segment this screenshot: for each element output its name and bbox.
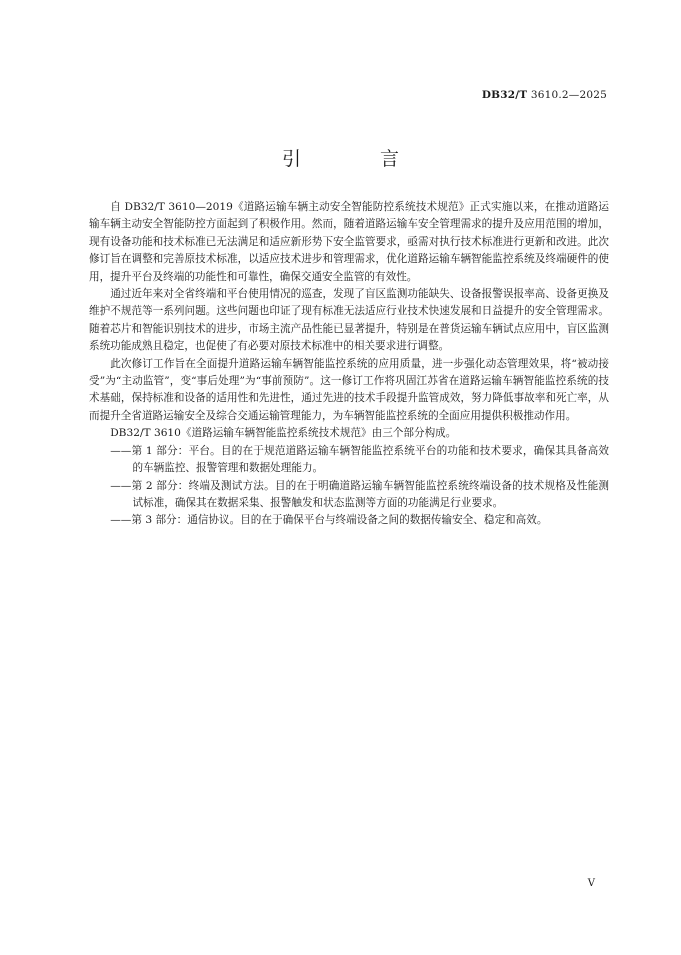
document-body [89, 199, 609, 530]
paragraph: 此次修订工作旨在全面提升道路运输车辆智能监控系统的应用质量，进一步强化动态管理效果，将“被动接受”为“主动监管”，变“事后处理”为“事前预防”。这一修订工作将巩固江苏省在道路运输车辆智能监控系统的技术基础，保持标准和设备的适用性和先进性，通过先进的技术手段提升监管成效，努力降低事故率和死亡率，从而提升全省道路运输安全及综合交通运输管理能力，为车辆智能监控系统的全面应用提供积极推动作用。 [89, 357, 609, 422]
paragraph: 自 DB32/T 3610—2019《道路运输车辆主动安全智能防控系统技术规范》正式实施以来，在推动道路运输车辆主动安全智能防控方面起到了积极作用。然而，随着道路运输车安全管理需求的提升及应用范围的增加，现有设备功能和技术标准已无法满足和适应新形势下安全监管要求，亟需对执行技术标准进行更新和改进。此次修订旨在调整和完善原技术标准，以适应技术进步和管理需求，优化道路运输车辆智能监控系统及终端硬件的使用，提升平台及终端的功能性和可靠性，确保交通安全监管的有效性。 [89, 201, 609, 283]
paragraph: DB32/T 3610《道路运输车辆智能监控系统技术规范》由三个部分构成。 [110, 427, 457, 440]
standard-code [482, 89, 607, 101]
part-list-item: ——第 3 部分：通信协议。目的在于确保平台与终端设备之间的数据传输安全、稳定和高效。 [110, 514, 548, 527]
part-list-item: ——第 1 部分：平台。目的在于规范道路运输车辆智能监控系统平台的功能和技术要求，确保其具备高效的车辆监控、报警管理和数据处理能力。 [110, 444, 609, 475]
page-title: 引 言 [281, 148, 429, 170]
standard-prefix: DB32/T [481, 89, 528, 101]
part-list-item: ——第 2 部分：终端及测试方法。目的在于明确道路运输车辆智能监控系统终端设备的技术规格及性能测试标准，确保其在数据采集、报警触发和状态监测等方面的功能满足行业要求。 [110, 479, 609, 509]
page-number: V [587, 878, 595, 889]
paragraph: 通过近年来对全省终端和平台使用情况的巡查，发现了盲区监测功能缺失、设备报警误报率高、设备更换及维护不规范等一系列问题。这些问题也印证了现有标准无法适应行业技术快速发展和日益提升的安全管理需求。随着芯片和智能识别技术的进步，市场主流产品性能已显著提升，特别是在普货运输车辆试点应用中，盲区监测系统功能成熟且稳定，也促使了有必要对原技术标准中的相关要求进行调整。 [89, 288, 609, 353]
standard-number: 3610.2—2025 [530, 89, 607, 101]
